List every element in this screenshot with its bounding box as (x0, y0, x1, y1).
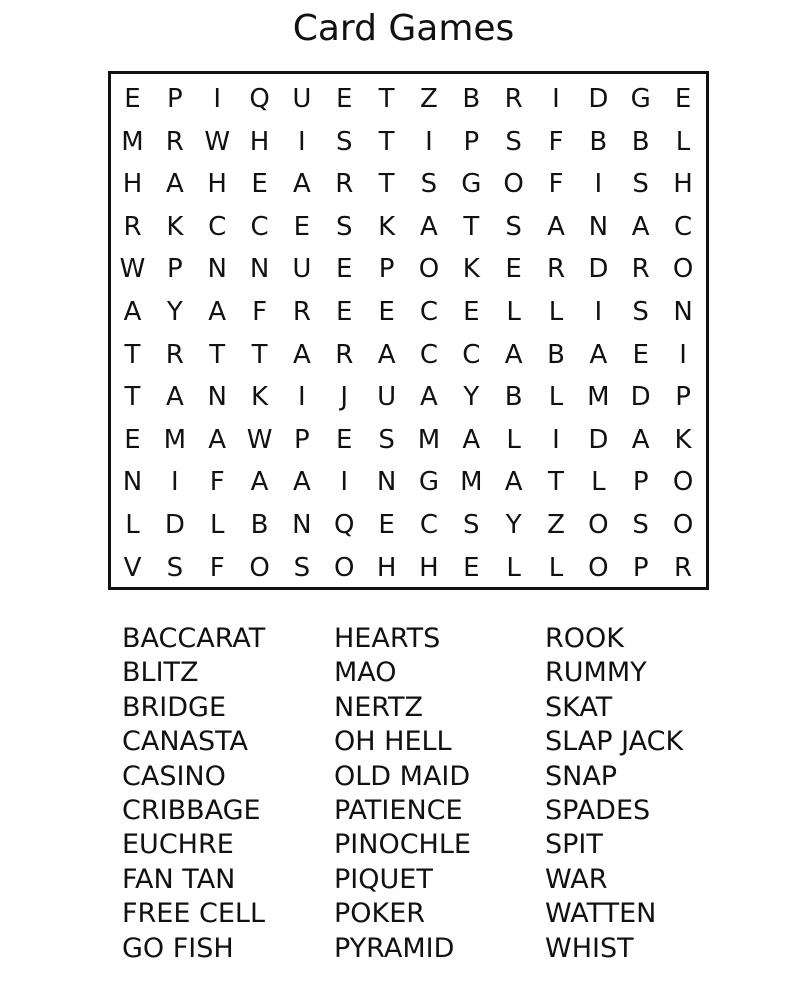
grid-letter[interactable]: E (124, 84, 141, 114)
grid-letter[interactable]: O (588, 510, 609, 540)
word-list-item: ROOK (545, 623, 624, 654)
grid-letter[interactable]: V (123, 552, 142, 583)
grid-letter[interactable]: Z (547, 510, 565, 540)
grid-letter[interactable]: Q (334, 510, 355, 540)
word-list-item: CRIBBAGE (122, 795, 261, 827)
grid-letter[interactable]: F (209, 552, 225, 583)
grid-letter[interactable]: I (552, 424, 560, 455)
grid-letter[interactable]: A (547, 211, 565, 242)
grid-letter[interactable]: A (504, 467, 523, 498)
grid-letter[interactable]: G (630, 84, 651, 114)
grid-letter[interactable]: N (249, 254, 270, 285)
grid-letter[interactable]: P (463, 126, 480, 157)
grid-letter[interactable]: T (463, 211, 480, 242)
grid-letter[interactable]: Y (505, 510, 522, 540)
grid-letter[interactable]: D (164, 510, 185, 540)
grid-letter[interactable]: A (504, 339, 523, 370)
word-list-item: MAO (334, 657, 397, 689)
grid-letter[interactable]: C (673, 211, 693, 242)
grid-letter[interactable]: G (461, 169, 482, 200)
word-list-item: FREE CELL (122, 898, 265, 930)
grid-letter[interactable]: P (167, 84, 183, 114)
grid-letter[interactable]: Z (420, 84, 438, 114)
grid-letter[interactable]: L (506, 552, 521, 583)
grid-letter[interactable]: L (125, 510, 140, 540)
grid-letter[interactable]: W (204, 126, 231, 157)
grid-letter[interactable]: A (462, 424, 481, 455)
grid-row (111, 248, 706, 291)
grid-letter[interactable]: I (425, 126, 433, 157)
grid-row (111, 504, 706, 547)
grid-letter[interactable]: A (165, 169, 184, 200)
grid-letter[interactable]: R (335, 169, 354, 200)
grid-letter[interactable]: P (378, 254, 395, 285)
grid-letter[interactable]: L (591, 467, 606, 498)
grid-letter[interactable]: R (165, 339, 184, 370)
grid-letter[interactable]: A (292, 169, 311, 200)
grid-row (111, 419, 706, 462)
grid-letter[interactable]: A (589, 339, 608, 370)
word-column (334, 622, 471, 966)
grid-letter[interactable]: I (594, 297, 603, 327)
grid-letter[interactable]: E (336, 424, 353, 455)
grid-letter[interactable]: S (632, 169, 649, 200)
grid-letter[interactable]: L (548, 297, 564, 327)
grid-letter[interactable]: N (588, 211, 609, 242)
grid-letter[interactable]: H (249, 126, 270, 157)
word-list-item: SPADES (545, 795, 651, 827)
grid-letter[interactable]: F (209, 467, 225, 498)
grid-letter[interactable]: D (588, 254, 609, 285)
grid-letter[interactable]: B (631, 126, 650, 157)
grid-letter[interactable]: A (377, 339, 396, 370)
grid-letter[interactable]: L (209, 510, 225, 540)
grid-letter[interactable]: P (294, 424, 310, 455)
grid-letter[interactable]: S (335, 211, 353, 242)
grid-letter[interactable]: M (417, 424, 441, 455)
grid-letter[interactable]: A (420, 211, 438, 242)
grid-letter[interactable]: F (548, 126, 564, 157)
grid-letter[interactable]: R (292, 297, 311, 327)
grid-letter[interactable]: K (251, 382, 269, 413)
grid-letter[interactable]: E (251, 169, 268, 200)
grid-letter[interactable]: C (419, 297, 439, 327)
grid-letter[interactable]: P (675, 382, 691, 413)
grid-letter[interactable]: I (298, 382, 306, 413)
grid-letter[interactable]: A (123, 297, 142, 327)
word-list-item: WATTEN (545, 898, 657, 930)
grid-letter[interactable]: R (123, 211, 142, 242)
grid-row (111, 163, 706, 206)
grid-letter[interactable]: E (463, 552, 480, 583)
grid-row (111, 376, 706, 419)
grid-letter[interactable]: O (672, 467, 694, 498)
grid-letter[interactable]: E (293, 211, 311, 242)
grid-letter[interactable]: R (504, 84, 523, 114)
grid-letter[interactable]: T (124, 382, 141, 413)
grid-row (111, 121, 706, 164)
grid-letter[interactable]: M (163, 424, 187, 455)
grid-letter[interactable]: M (587, 382, 610, 413)
grid-letter[interactable]: D (630, 382, 651, 413)
grid-letter[interactable]: O (672, 510, 694, 540)
grid-letter[interactable]: H (673, 169, 693, 200)
grid-letter[interactable]: E (378, 297, 395, 327)
grid-letter[interactable]: U (292, 84, 312, 114)
grid-letter[interactable]: S (505, 211, 522, 242)
grid-letter[interactable]: P (167, 254, 183, 285)
grid-letter[interactable]: N (122, 467, 143, 498)
grid-letter[interactable]: I (298, 126, 306, 157)
grid-letter[interactable]: O (672, 254, 694, 285)
grid-letter[interactable]: A (631, 424, 650, 455)
grid-letter[interactable]: B (547, 339, 565, 370)
letter-grid[interactable] (108, 71, 709, 590)
grid-letter[interactable]: E (378, 510, 395, 540)
grid-letter[interactable]: T (251, 339, 268, 370)
grid-letter[interactable]: K (378, 211, 396, 242)
word-list-item: RUMMY (545, 657, 647, 689)
grid-letter[interactable]: B (589, 126, 608, 157)
grid-letter[interactable]: Q (249, 84, 270, 114)
grid-letter[interactable]: S (166, 552, 184, 583)
grid-letter[interactable]: O (249, 552, 270, 583)
grid-letter[interactable]: S (378, 424, 395, 455)
grid-letter[interactable]: B (462, 84, 481, 114)
grid-letter[interactable]: D (588, 84, 609, 114)
word-list-item: FAN TAN (122, 863, 236, 895)
grid-letter[interactable]: S (505, 126, 522, 157)
grid-letter[interactable]: C (419, 339, 439, 370)
grid-letter[interactable]: S (335, 126, 353, 157)
grid-letter[interactable]: S (632, 510, 649, 540)
word-list-item: SNAP (545, 760, 618, 792)
grid-letter[interactable]: I (552, 84, 560, 114)
grid-letter[interactable]: W (246, 424, 273, 455)
grid-letter[interactable]: H (419, 552, 439, 583)
grid-letter[interactable]: H (207, 169, 227, 200)
grid-letter[interactable]: N (376, 467, 397, 498)
grid-letter[interactable]: T (548, 467, 564, 498)
grid-letter[interactable]: R (335, 339, 354, 370)
word-column (545, 622, 683, 966)
grid-letter[interactable]: W (119, 254, 146, 285)
grid-letter[interactable]: L (548, 382, 564, 413)
puzzle-title: Card Games (292, 8, 515, 49)
grid-row (111, 206, 706, 249)
word-list-item: PATIENCE (334, 795, 463, 827)
word-list-item: BACCARAT (122, 623, 266, 654)
grid-letter[interactable]: C (462, 339, 481, 370)
word-list-item: CASINO (122, 760, 226, 792)
grid-letter[interactable]: D (588, 424, 609, 455)
grid-letter[interactable]: C (419, 510, 439, 540)
grid-letter[interactable]: I (594, 169, 603, 200)
word-list-item: WHIST (545, 932, 634, 964)
grid-letter[interactable]: N (207, 382, 227, 413)
grid-letter[interactable]: A (208, 424, 227, 455)
grid-letter[interactable]: E (632, 339, 649, 370)
grid-letter[interactable]: A (165, 382, 184, 413)
grid-letter[interactable]: A (208, 297, 227, 327)
grid-letter[interactable]: L (506, 424, 521, 455)
grid-letter[interactable]: T (378, 126, 395, 157)
grid-letter[interactable]: P (632, 467, 649, 498)
word-column (122, 622, 265, 966)
grid-letter[interactable]: E (336, 254, 353, 285)
grid-letter[interactable]: I (340, 467, 349, 498)
word-list-item: PINOCHLE (334, 829, 471, 861)
grid-letter[interactable]: N (673, 297, 693, 327)
grid-letter[interactable]: C (208, 211, 227, 242)
word-list-item: EUCHRE (122, 829, 234, 861)
word-list-item: SKAT (545, 691, 613, 723)
word-list-item: PIQUET (334, 863, 433, 895)
grid-letter[interactable]: P (632, 552, 649, 583)
grid-letter[interactable]: F (252, 297, 268, 327)
grid-letter[interactable]: B (504, 382, 523, 413)
grid-letter[interactable]: T (378, 84, 395, 114)
grid-letter[interactable]: O (418, 254, 440, 285)
grid-letter[interactable]: L (506, 297, 521, 327)
grid-letter[interactable]: I (171, 467, 179, 498)
grid-letter[interactable]: A (292, 467, 311, 498)
grid-row (111, 461, 706, 504)
grid-letter[interactable]: H (122, 169, 143, 200)
grid-letter[interactable]: U (292, 254, 312, 285)
word-list-item: POKER (334, 898, 426, 930)
grid-letter[interactable]: S (463, 510, 480, 540)
word-list-item: OH HELL (334, 726, 452, 758)
grid-row (111, 547, 706, 590)
grid-letter[interactable]: R (674, 552, 693, 583)
grid-letter[interactable]: B (250, 510, 269, 540)
grid-row (111, 334, 706, 377)
grid-letter[interactable]: S (420, 169, 438, 200)
grid-letter[interactable]: A (250, 467, 269, 498)
grid-letter[interactable]: G (418, 467, 440, 498)
grid-letter[interactable]: E (336, 84, 353, 114)
word-list-item: CANASTA (122, 726, 248, 758)
grid-letter[interactable]: R (631, 254, 650, 285)
grid-letter[interactable]: I (213, 84, 222, 114)
grid-letter[interactable]: Y (166, 297, 183, 327)
grid-letter[interactable]: T (378, 169, 395, 200)
grid-letter[interactable]: M (460, 467, 483, 498)
grid-letter[interactable]: K (166, 211, 184, 242)
grid-letter[interactable]: S (632, 297, 649, 327)
grid-letter[interactable]: T (124, 339, 141, 370)
word-list-item: BRIDGE (122, 691, 227, 723)
grid-letter[interactable]: H (376, 552, 397, 583)
word-list-item: NERTZ (334, 691, 424, 723)
grid-letter[interactable]: A (420, 382, 438, 413)
grid-letter[interactable]: J (340, 382, 349, 413)
grid-letter[interactable]: Y (463, 382, 480, 413)
grid-letter[interactable]: N (292, 510, 312, 540)
grid-letter[interactable]: F (548, 169, 564, 200)
grid-letter[interactable]: A (631, 211, 650, 242)
grid-letter[interactable]: L (675, 126, 691, 157)
word-list-item: OLD MAID (334, 760, 471, 792)
word-list-item: BLITZ (122, 657, 199, 689)
word-list-item: PYRAMID (334, 932, 455, 964)
grid-letter[interactable]: K (674, 424, 692, 455)
grid-letter[interactable]: E (336, 297, 353, 327)
word-list-item: GO FISH (122, 932, 234, 964)
word-list-item: SPIT (545, 829, 603, 861)
grid-letter[interactable]: I (679, 339, 687, 370)
grid-letter[interactable]: O (503, 169, 524, 200)
word-list-item: WAR (545, 863, 608, 895)
grid-letter[interactable]: K (462, 254, 480, 285)
grid-letter[interactable]: E (124, 424, 141, 455)
grid-letter[interactable]: U (377, 382, 397, 413)
grid-row (111, 291, 706, 334)
grid-row (111, 78, 706, 121)
grid-letter[interactable]: R (546, 254, 566, 285)
grid-letter[interactable]: E (674, 84, 692, 114)
grid-letter[interactable]: S (293, 552, 311, 583)
grid-letter[interactable]: O (334, 552, 355, 583)
grid-letter[interactable]: T (209, 339, 226, 370)
grid-letter[interactable]: L (548, 552, 564, 583)
word-list-item: HEARTS (334, 623, 441, 654)
grid-letter[interactable]: C (250, 211, 269, 242)
grid-letter[interactable]: O (588, 552, 609, 583)
word-list-item: SLAP JACK (545, 726, 684, 758)
grid-letter[interactable]: E (463, 297, 480, 327)
grid-letter[interactable]: R (165, 126, 184, 157)
grid-letter[interactable]: N (207, 254, 227, 285)
grid-letter[interactable]: M (121, 126, 144, 157)
grid-letter[interactable]: A (292, 339, 311, 370)
grid-letter[interactable]: E (505, 254, 522, 285)
